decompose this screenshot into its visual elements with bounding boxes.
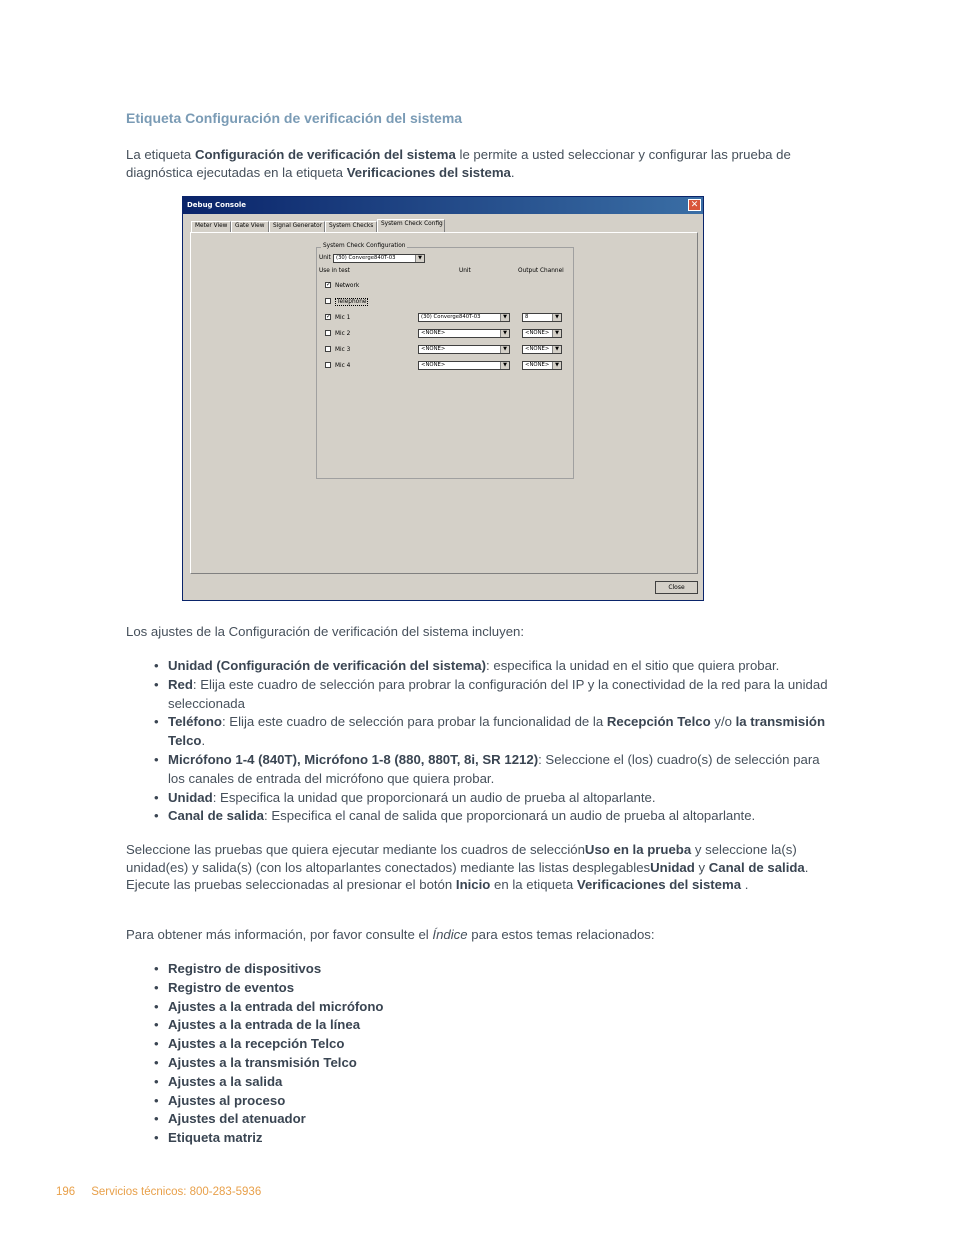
chevron-down-icon: ▼ xyxy=(415,255,424,262)
mic3-unit-select[interactable] xyxy=(418,345,510,354)
select-paragraph: Seleccione las pruebas que quiera ejecutar mediante los cuadros de selecciónUso en la prueba y seleccione la(s) unidad(es) y salida(s) (con los altoparlantes conectados) mediante las listas desplegablesUnidad y Canal de salida. Ejecute las pruebas seleccionadas al presionar el botón Inicio en la etiqueta Verificaciones del sistema . xyxy=(126,842,809,892)
system-check-config-group xyxy=(316,243,574,479)
mic3-unit-value: <NONE> xyxy=(421,346,446,352)
intro-paragraph: La etiqueta Configuración de verificación del sistema le permite a usted seleccionar y configurar las prueba de diagnóstica ejecutadas en la etiqueta Verificaciones del sistema. xyxy=(126,147,791,180)
mic2-output-select[interactable] xyxy=(522,329,562,338)
mic2-checkbox[interactable] xyxy=(325,330,331,336)
mic1-output-value: 8 xyxy=(525,314,529,320)
list-item: • Red: Elija este cuadro de selección para probrar la configuración del IP y la conectividad de la red para la unidad seleccionada xyxy=(154,676,834,714)
close-button[interactable]: Close xyxy=(655,581,698,594)
page-footer xyxy=(56,1186,277,1198)
mic1-output-select[interactable] xyxy=(522,313,562,322)
mic4-output-value: <NONE> xyxy=(525,362,550,368)
settings-intro: Los ajustes de la Configuración de verificación del sistema incluyen: xyxy=(126,624,525,639)
mic3-output-value: <NONE> xyxy=(525,346,550,352)
unit-select[interactable] xyxy=(333,254,425,263)
topic-item: • Ajustes a la entrada de la línea xyxy=(154,1016,834,1035)
telephone-checkbox[interactable] xyxy=(325,298,331,304)
list-item: • Canal de salida: Especifica el canal de salida que proporcionará un audio de prueba al altoparlante. xyxy=(154,807,834,826)
topic-item: • Ajustes a la salida xyxy=(154,1073,834,1092)
mic1-unit-value: (30) Converge840T-03 xyxy=(421,314,481,320)
tab-gate-view[interactable]: Gate View xyxy=(231,221,269,232)
unit-select-value: (30) Converge840T-03 xyxy=(336,255,396,261)
topic-item: • Registro de dispositivos xyxy=(154,960,834,979)
topic-item: • Registro de eventos xyxy=(154,979,834,998)
list-item: • Unidad: Especifica la unidad que proporcionará un audio de prueba al altoparlante. xyxy=(154,789,834,808)
section-title: Etiqueta Configuración de verificación del sistema xyxy=(126,110,463,126)
mic4-checkbox[interactable] xyxy=(325,362,331,368)
chevron-down-icon: ▼ xyxy=(552,330,561,337)
topic-item: • Ajustes a la entrada del micrófono xyxy=(154,998,834,1017)
mic2-label: Mic 2 xyxy=(335,331,351,337)
settings-list xyxy=(154,657,834,826)
tab-meter-view[interactable]: Meter View xyxy=(191,221,231,232)
mic4-unit-value: <NONE> xyxy=(421,362,446,368)
more-info-paragraph: Para obtener más información, por favor consulte el Índice para estos temas relacionados: xyxy=(126,927,655,942)
list-item: • Micrófono 1-4 (840T), Micrófono 1-8 (880, 880T, 8i, SR 1212): Seleccione el (los) cuadro(s) de selección para los canales de entrada del micrófono que quiera probar. xyxy=(154,751,834,789)
close-icon[interactable]: ✕ xyxy=(688,199,701,211)
tab-system-check-config[interactable]: System Check Config xyxy=(377,219,445,233)
topic-item: • Ajustes al proceso xyxy=(154,1092,834,1111)
tab-system-checks[interactable]: System Checks xyxy=(325,221,377,232)
mic1-unit-select[interactable] xyxy=(418,313,510,322)
debug-console-window xyxy=(182,196,704,601)
telephone-label: Telephone xyxy=(337,299,367,305)
mic4-label: Mic 4 xyxy=(335,363,351,369)
topic-item: • Ajustes a la transmisión Telco xyxy=(154,1054,834,1073)
mic2-unit-select[interactable] xyxy=(418,329,510,338)
mic3-checkbox[interactable] xyxy=(325,346,331,352)
mic4-output-select[interactable] xyxy=(522,361,562,370)
group-label: System Check Configuration xyxy=(323,243,406,249)
footer-text: Servicios técnicos: 800-283-5936 xyxy=(91,1186,262,1198)
mic1-checkbox[interactable]: ✓ xyxy=(326,313,332,320)
topic-item: • Etiqueta matriz xyxy=(154,1129,834,1148)
unit-label: Unit xyxy=(319,255,331,261)
window-titlebar xyxy=(183,197,703,214)
chevron-down-icon: ▼ xyxy=(500,346,509,353)
mic1-label: Mic 1 xyxy=(335,315,351,321)
chevron-down-icon: ▼ xyxy=(500,330,509,337)
mic3-label: Mic 3 xyxy=(335,347,351,353)
mic2-unit-value: <NONE> xyxy=(421,330,446,336)
mic3-output-select[interactable] xyxy=(522,345,562,354)
mic2-output-value: <NONE> xyxy=(525,330,550,336)
network-label: Network xyxy=(335,283,360,289)
page-number: 196 xyxy=(56,1186,76,1198)
chevron-down-icon: ▼ xyxy=(552,314,561,321)
chevron-down-icon: ▼ xyxy=(552,362,561,369)
chevron-down-icon: ▼ xyxy=(500,362,509,369)
tab-panel xyxy=(190,232,698,574)
list-item: • Unidad (Configuración de verificación del sistema): especifica la unidad en el sitio que quiera probar. xyxy=(154,657,834,676)
window-title: Debug Console xyxy=(187,201,247,209)
tab-signal-generator[interactable]: Signal Generator xyxy=(269,221,325,232)
related-topics-list xyxy=(154,960,834,1148)
network-checkbox[interactable]: ✓ xyxy=(326,281,332,288)
col-unit: Unit xyxy=(459,268,471,274)
list-item: • Teléfono: Elija este cuadro de selección para probar la funcionalidad de la Recepción Telco y/o la transmisión Telco. xyxy=(154,713,834,751)
col-use-in-test: Use in test xyxy=(319,268,350,274)
topic-item: • Ajustes del atenuador xyxy=(154,1110,834,1129)
col-output-channel: Output Channel xyxy=(518,268,564,274)
topic-item: • Ajustes a la recepción Telco xyxy=(154,1035,834,1054)
mic4-unit-select[interactable] xyxy=(418,361,510,370)
chevron-down-icon: ▼ xyxy=(500,314,509,321)
chevron-down-icon: ▼ xyxy=(552,346,561,353)
